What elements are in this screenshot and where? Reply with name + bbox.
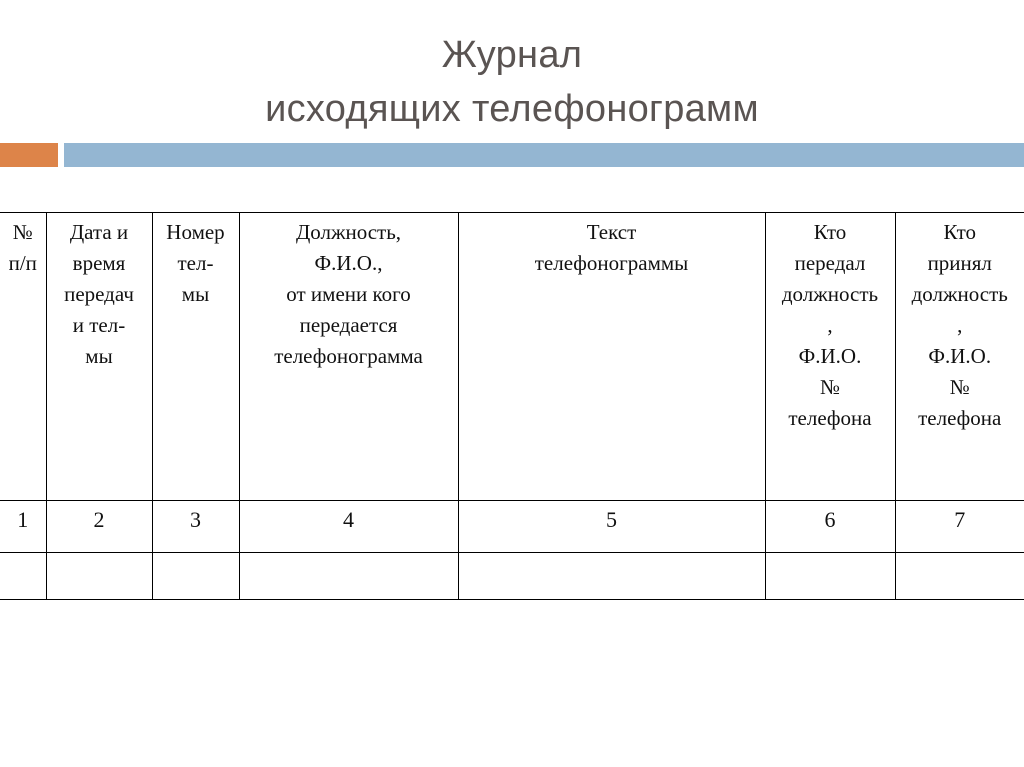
column-number-cell: 6 [765, 501, 895, 553]
empty-entry-row [0, 553, 1024, 600]
empty-cell [239, 553, 458, 600]
column-number-row [0, 501, 1024, 553]
empty-cell [458, 553, 765, 600]
empty-cell [765, 553, 895, 600]
column-number-cell: 1 [0, 501, 46, 553]
empty-cell [0, 553, 46, 600]
header-cell-date-time: Дата и время передач и тел- мы [46, 213, 152, 501]
header-cell-transmitted-by: Кто передал должность , Ф.И.О. № телефона [765, 213, 895, 501]
journal-table [0, 212, 1024, 600]
header-cell-sender-position: Должность, Ф.И.О., от имени кого передается телефонограмма [239, 213, 458, 501]
column-number-cell: 3 [152, 501, 239, 553]
header-row [0, 213, 1024, 501]
accent-bar-blue [64, 143, 1024, 167]
header-cell-message-text: Текст телефонограммы [458, 213, 765, 501]
empty-cell [152, 553, 239, 600]
accent-bar-orange [0, 143, 58, 167]
column-number-cell: 4 [239, 501, 458, 553]
column-number-cell: 2 [46, 501, 152, 553]
title-line-1: Журнал [441, 34, 583, 76]
title-line-2: исходящих телефонограмм [265, 88, 759, 130]
column-number-cell: 5 [458, 501, 765, 553]
column-number-cell: 7 [895, 501, 1024, 553]
header-cell-received-by: Кто принял должность , Ф.И.О. № телефона [895, 213, 1024, 501]
empty-cell [895, 553, 1024, 600]
header-cell-message-number: Номер тел- мы [152, 213, 239, 501]
header-cell-number: № п/п [0, 213, 46, 501]
empty-cell [46, 553, 152, 600]
page-title [0, 28, 1024, 136]
